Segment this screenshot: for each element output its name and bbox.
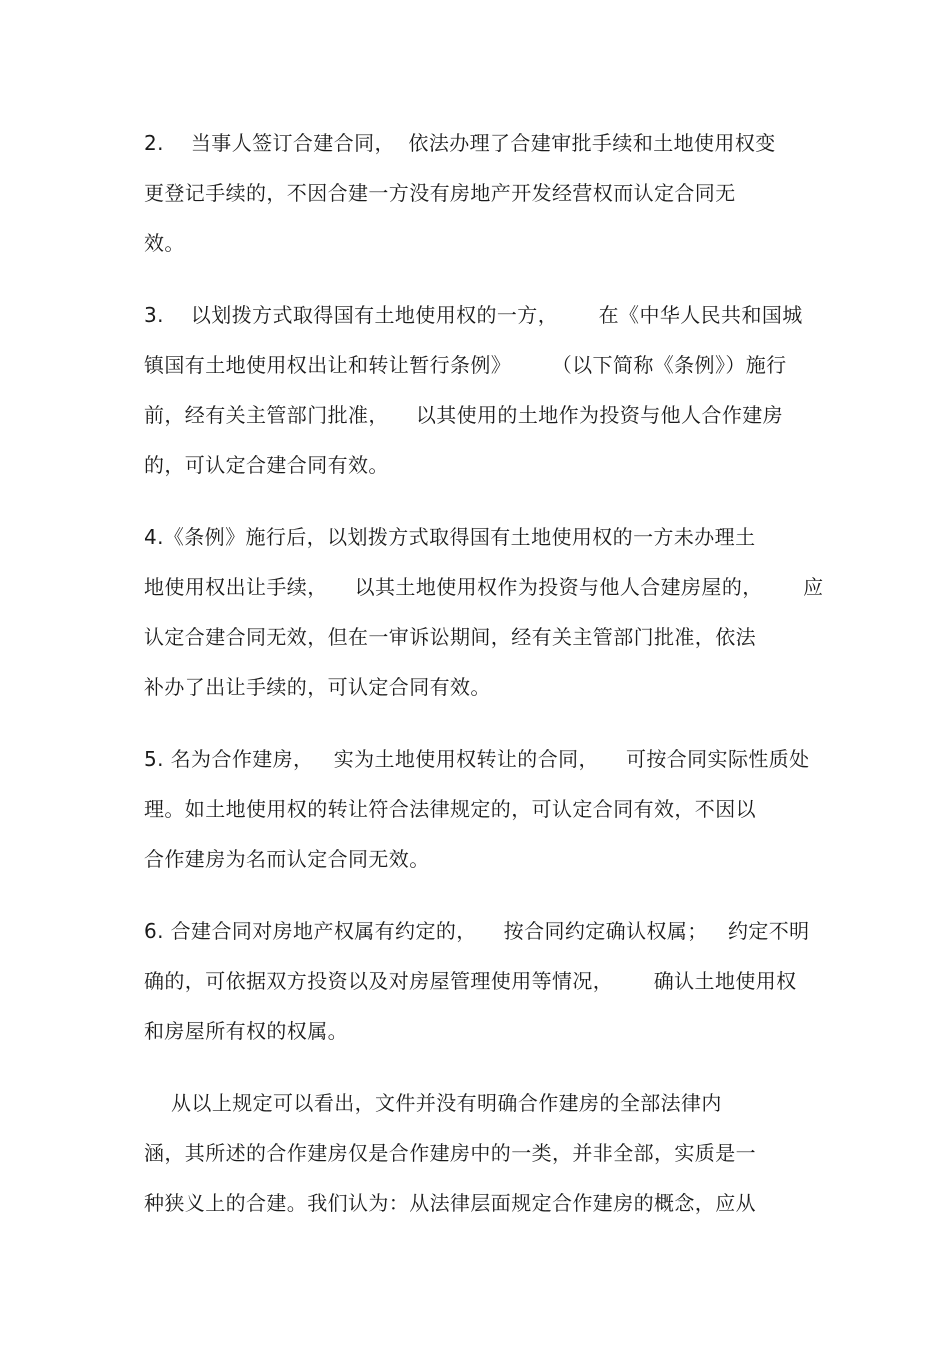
text-line: 种狭义上的合建。我们认为：从法律层面规定合作建房的概念，应从 — [144, 1191, 756, 1215]
text-line: 从以上规定可以看出，文件并没有明确合作建房的全部法律内 — [144, 1091, 722, 1115]
text-line: 的，可认定合建合同有效。 — [144, 453, 389, 477]
text-line: 4.《条例》施行后，以划拨方式取得国有土地使用权的一方未办理土 — [144, 525, 756, 549]
text-line: 镇国有土地使用权出让和转让暂行条例》 （以下简称《条例》）施行 — [144, 353, 787, 377]
text-line: 合作建房为名而认定合同无效。 — [144, 847, 430, 871]
text-line: 3. 以划拨方式取得国有土地使用权的一方， 在《中华人民共和国城 — [144, 303, 803, 327]
text-line: 理。如土地使用权的转让符合法律规定的，可认定合同有效，不因以 — [144, 797, 756, 821]
text-line: 6. 合建合同对房地产权属有约定的， 按合同约定确认权属； 约定不明 — [144, 919, 810, 943]
text-line: 5. 名为合作建房， 实为土地使用权转让的合同， 可按合同实际性质处 — [144, 747, 810, 771]
text-line: 确的，可依据双方投资以及对房屋管理使用等情况， 确认土地使用权 — [144, 969, 797, 993]
text-line: 更登记手续的，不因合建一方没有房地产开发经营权而认定合同无 — [144, 181, 736, 205]
text-line: 认定合建合同无效，但在一审诉讼期间，经有关主管部门批准，依法 — [144, 625, 756, 649]
text-line: 和房屋所有权的权属。 — [144, 1019, 348, 1043]
text-line: 效。 — [144, 231, 185, 255]
text-line: 补办了出让手续的，可认定合同有效。 — [144, 675, 491, 699]
text-line: 涵，其所述的合作建房仅是合作建房中的一类，并非全部，实质是一 — [144, 1141, 756, 1165]
text-line: 2. 当事人签订合建合同， 依法办理了合建审批手续和土地使用权变 — [144, 131, 776, 155]
text-line: 前，经有关主管部门批准， 以其使用的土地作为投资与他人合作建房 — [144, 403, 784, 427]
text-line: 地使用权出让手续， 以其土地使用权作为投资与他人合建房屋的， 应 — [144, 575, 824, 599]
